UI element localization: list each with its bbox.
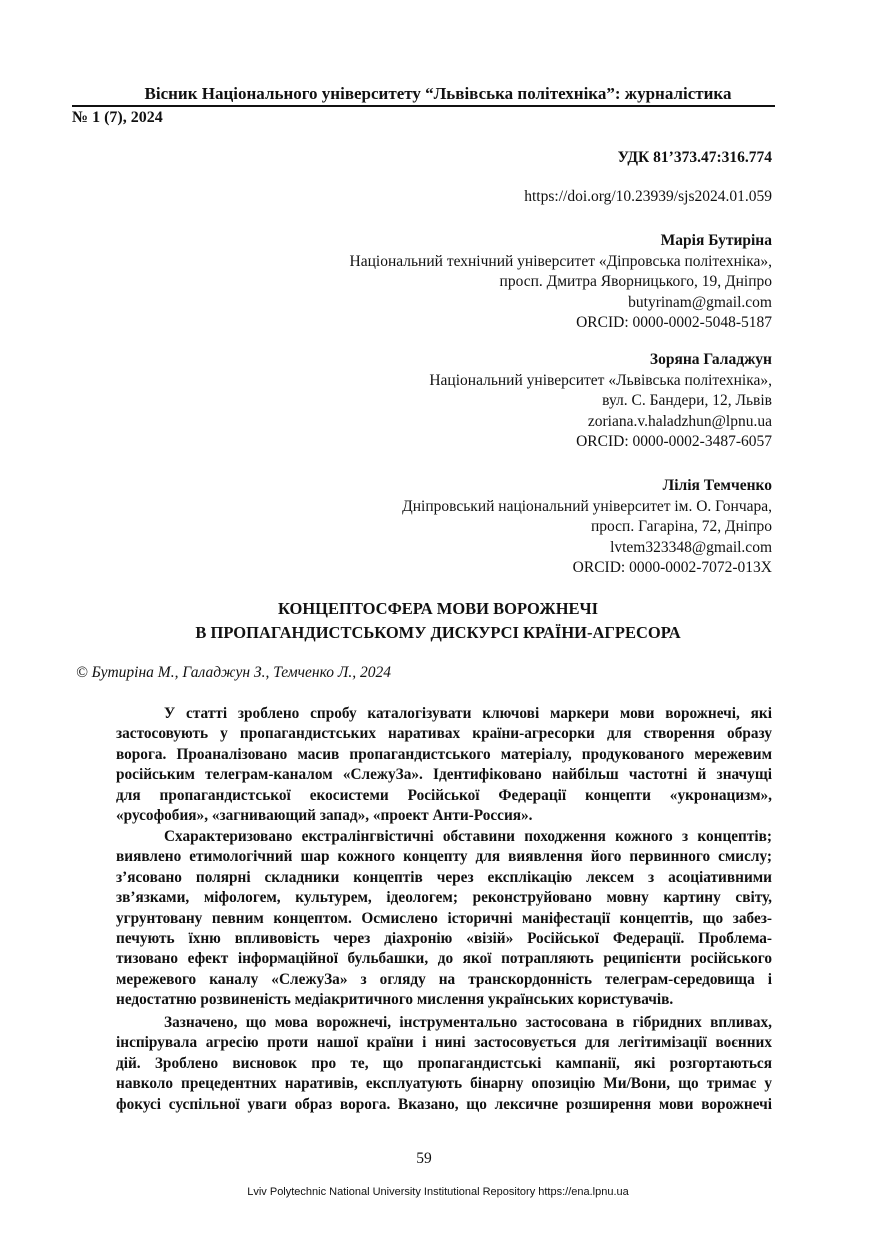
issue-number: № 1 (7), 2024 <box>72 109 163 126</box>
author-name: Лілія Темченко <box>662 477 772 494</box>
abstract-line: Схарактеризовано екстралінгвістичні обставини походження кожного з концептів; <box>164 828 772 845</box>
abstract-paragraph <box>116 704 772 826</box>
author-block <box>402 476 772 579</box>
author-affiliation: Національний університет «Львівська політехніка», <box>429 371 772 389</box>
author-email[interactable]: zoriana.v.haladzhun@lpnu.ua <box>587 412 772 430</box>
author-block <box>429 350 772 453</box>
author-email[interactable]: lvtem323348@gmail.com <box>610 538 772 556</box>
author-affiliation: Національний технічний університет «Діпровська політехніка», <box>349 252 772 270</box>
journal-title: Вісник Національного університету “Львівська політехніка”: журналістика <box>144 84 732 103</box>
abstract-line: недостатню розвиненість медіакритичного мислення українських користувачів. <box>116 991 674 1009</box>
abstract-line: інспірувала агресію проти нашої країни і нині застосовується для легітимізації воєнних <box>116 1034 772 1052</box>
article-title-line: КОНЦЕПТОСФЕРА МОВИ ВОРОЖНЕЧІ <box>277 599 599 618</box>
abstract-line: мережевого каналу «СлежуЗа» з огляду на транскордонність телеграм-середовища і <box>116 970 772 988</box>
abstract-line: застосовують у пропагандистських наративах країни-агресорки для створення образу <box>116 725 772 743</box>
header-rule <box>72 105 775 107</box>
page-number: 59 <box>416 1150 432 1167</box>
abstract-paragraph <box>116 1013 772 1115</box>
author-affiliation: Дніпровський національний університет ім. О. Гончара, <box>402 497 772 515</box>
author-email[interactable]: butyrinam@gmail.com <box>628 293 772 311</box>
abstract-line: «русофобия», «загнивающий запад», «проект Анти-Россия». <box>116 807 533 825</box>
abstract-line: з’ясовано полярні складники концептів через експлікацію лексем з асоціативними <box>116 868 772 886</box>
abstract-line: У статті зроблено спробу каталогізувати ключові маркери мови ворожнечі, які <box>164 705 772 722</box>
author-orcid: ORCID: 0000-0002-5048-5187 <box>576 314 772 331</box>
author-orcid: ORCID: 0000-0002-7072-013X <box>572 559 772 576</box>
abstract-line: навколо прецедентних наративів, експлуатують бінарну опозицію Ми/Вони, що тримає у <box>116 1075 772 1093</box>
author-orcid: ORCID: 0000-0002-3487-6057 <box>576 433 772 450</box>
article-title-line: В ПРОПАГАНДИСТСЬКОМУ ДИСКУРСІ КРАЇНИ-АГРЕСОРА <box>195 623 681 642</box>
abstract-line: ворога. Проаналізовано масив пропагандистського матеріалу, продукованого мережевим <box>116 745 772 763</box>
author-name: Зоряна Галаджун <box>649 351 772 368</box>
abstract-line: тизовано ефект інформаційної бульбашки, до якої потрапляють реципієнти російського <box>116 950 772 968</box>
abstract-line: зв’язками, міфологем, культурем, ідеологем; реконструйовано мовну картину світу, <box>116 889 772 907</box>
abstract-line: угрунтовану певним концептом. Осмислено історичні маніфестації концептів, що забез- <box>116 909 772 927</box>
author-block <box>350 231 772 334</box>
abstract-line: для пропагандистської екосистеми Російської Федерації концепти «укронацизм», <box>116 786 772 804</box>
doi-link[interactable]: https://doi.org/10.23939/sjs2024.01.059 <box>524 188 772 205</box>
author-name: Марія Бутиріна <box>660 232 772 249</box>
abstract-line: Зазначено, що мова ворожнечі, інструментально застосована в гібридних впливах, <box>164 1014 772 1031</box>
abstract-line: фокусі суспільної уваги образ ворога. Вказано, що лексичне розширення мови ворожнечі <box>116 1095 772 1113</box>
udk-code: УДК 81’373.47:316.774 <box>617 149 772 166</box>
abstract-line: дій. Зроблено висновок про те, що пропагандистські кампанії, які розгортаються <box>116 1054 772 1072</box>
repository-footer: Lviv Polytechnic National University Institutional Repository https://ena.lpnu.ua <box>247 1186 629 1198</box>
abstract-line: виявлено етимологічний шар кожного концепту для виявлення його первинного смислу; <box>116 848 772 866</box>
article-title <box>0 597 876 645</box>
abstract-line: печують їхню впливовість через діахронію «візій» Російської Федерації. Проблема- <box>116 930 772 948</box>
author-address: просп. Гагаріна, 72, Дніпро <box>591 518 772 535</box>
copyright: © Бутиріна М., Галаджун З., Темченко Л., 2024 <box>76 664 392 681</box>
author-address: вул. С. Бандери, 12, Львів <box>602 392 772 409</box>
abstract-paragraph <box>116 827 772 1011</box>
abstract-line: російським телеграм-каналом «СлежуЗа». Ідентифіковано найбільш частотні й значущі <box>116 766 772 784</box>
author-address: просп. Дмитра Яворницького, 19, Дніпро <box>499 273 772 290</box>
